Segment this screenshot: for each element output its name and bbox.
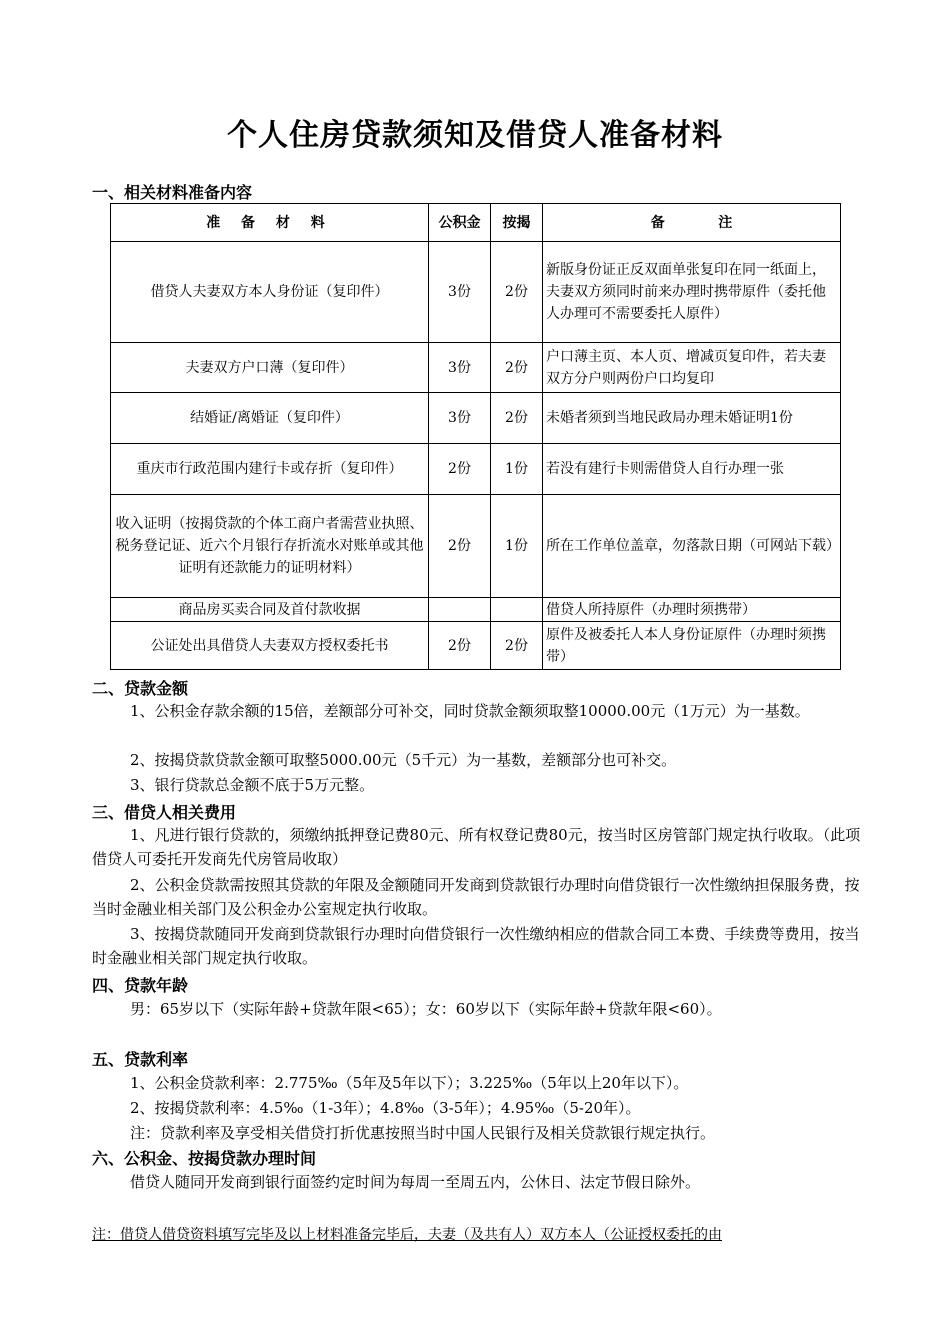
paragraph: 1、公积金存款余额的15倍，差额部分可补交，同时贷款金额须取整10000.00元（1万元）为一基数。	[130, 702, 810, 720]
header-aj: 按揭	[491, 204, 543, 242]
gjj-cell: 3份	[429, 343, 491, 393]
header-material: 准 备 材 料	[111, 204, 429, 242]
gjj-cell: 3份	[429, 242, 491, 343]
paragraph: 男：65岁以下（实际年龄+贷款年限<65）；女：60岁以下（实际年龄+贷款年限<60）。	[130, 1000, 722, 1018]
footnote: 注：借贷人借贷资料填写完毕及以上材料准备完毕后，夫妻（及共有人）双方本人（公证授权委托的由	[92, 1227, 722, 1243]
table-row	[111, 444, 841, 495]
header-note: 备 注	[543, 204, 841, 242]
table-row	[111, 495, 841, 598]
note-cell: 若没有建行卡则需借贷人自行办理一张	[543, 444, 841, 495]
gjj-cell: 2份	[429, 622, 491, 670]
paragraph: 注：贷款利率及享受相关借贷打折优惠按照当时中国人民银行及相关贷款银行规定执行。	[130, 1124, 716, 1142]
section-heading-amount: 二、贷款金额	[92, 679, 189, 698]
section-heading-age: 四、贷款年龄	[92, 976, 189, 995]
table-row	[111, 393, 841, 444]
note-cell: 户口薄主页、本人页、增减页复印件，若夫妻双方分户则两份户口均复印	[543, 343, 841, 393]
aj-cell: 2份	[491, 393, 543, 444]
section-heading-time: 六、公积金、按揭贷款办理时间	[92, 1149, 317, 1168]
material-cell: 夫妻双方户口薄（复印件）	[111, 343, 429, 393]
gjj-cell: 2份	[429, 444, 491, 495]
material-cell: 收入证明（按揭贷款的个体工商户者需营业执照、税务登记证、近六个月银行存折流水对账单或其他证明有还款能力的证明材料）	[111, 495, 429, 598]
table-header-row	[111, 204, 841, 242]
note-cell: 未婚者须到当地民政局办理未婚证明1份	[543, 393, 841, 444]
paragraph: 3、银行贷款总金额不底于5万元整。	[130, 776, 375, 794]
material-cell: 商品房买卖合同及首付款收据	[111, 598, 429, 622]
page-title: 个人住房贷款须知及借贷人准备材料	[227, 118, 723, 153]
aj-cell	[491, 598, 543, 622]
note-cell: 原件及被委托人本人身份证原件（办理时须携带）	[543, 622, 841, 670]
aj-cell: 1份	[491, 444, 543, 495]
section-heading-fees: 三、借贷人相关费用	[92, 803, 237, 822]
gjj-cell	[429, 598, 491, 622]
materials-table	[110, 203, 841, 670]
aj-cell: 2份	[491, 622, 543, 670]
section-heading-rate: 五、贷款利率	[92, 1050, 189, 1069]
aj-cell: 2份	[491, 343, 543, 393]
material-cell: 借贷人夫妻双方本人身份证（复印件）	[111, 242, 429, 343]
note-cell: 新版身份证正反双面单张复印在同一纸面上，夫妻双方须同时前来办理时携带原件（委托他人办理可不需要委托人原件）	[543, 242, 841, 343]
paragraph: 2、公积金贷款需按照其贷款的年限及金额随同开发商到贷款银行办理时向借贷银行一次性缴纳担保服务费，按当时金融业相关部门及公积金办公室规定执行收取。	[92, 876, 860, 918]
aj-cell: 2份	[491, 242, 543, 343]
table-row	[111, 343, 841, 393]
paragraph: 1、公积金贷款利率：2.775‰（5年及5年以下）；3.225‰（5年以上20年以下）。	[130, 1074, 689, 1092]
table-row	[111, 598, 841, 622]
gjj-cell: 3份	[429, 393, 491, 444]
paragraph: 1、凡进行银行贷款的，须缴纳抵押登记费80元、所有权登记费80元，按当时区房管部门规定执行收取。（此项借贷人可委托开发商先代房管局收取）	[92, 826, 861, 868]
header-gjj: 公积金	[429, 204, 491, 242]
material-cell: 重庆市行政范围内建行卡或存折（复印件）	[111, 444, 429, 495]
material-cell: 公证处出具借贷人夫妻双方授权委托书	[111, 622, 429, 670]
table-row	[111, 242, 841, 343]
paragraph: 3、按揭贷款随同开发商到贷款银行办理时向借贷银行一次性缴纳相应的借款合同工本费、手续费等费用，按当时金融业相关部门规定执行收取。	[92, 925, 860, 967]
paragraph: 2、按揭贷款贷款金额可取整5000.00元（5千元）为一基数，差额部分也可补交。	[130, 751, 677, 769]
note-cell: 借贷人所持原件（办理时须携带）	[543, 598, 841, 622]
paragraph: 2、按揭贷款利率：4.5‰（1-3年）；4.8‰（3-5年）；4.95‰（5-20年）。	[130, 1099, 641, 1117]
paragraph: 借贷人随同开发商到银行面签约定时间为每周一至周五内，公休日、法定节假日除外。	[130, 1173, 701, 1191]
table-row	[111, 622, 841, 670]
section-heading-materials: 一、相关材料准备内容	[92, 183, 253, 202]
aj-cell: 1份	[491, 495, 543, 598]
material-cell: 结婚证/离婚证（复印件）	[111, 393, 429, 444]
gjj-cell: 2份	[429, 495, 491, 598]
note-cell: 所在工作单位盖章，勿落款日期（可网站下载）	[543, 495, 841, 598]
